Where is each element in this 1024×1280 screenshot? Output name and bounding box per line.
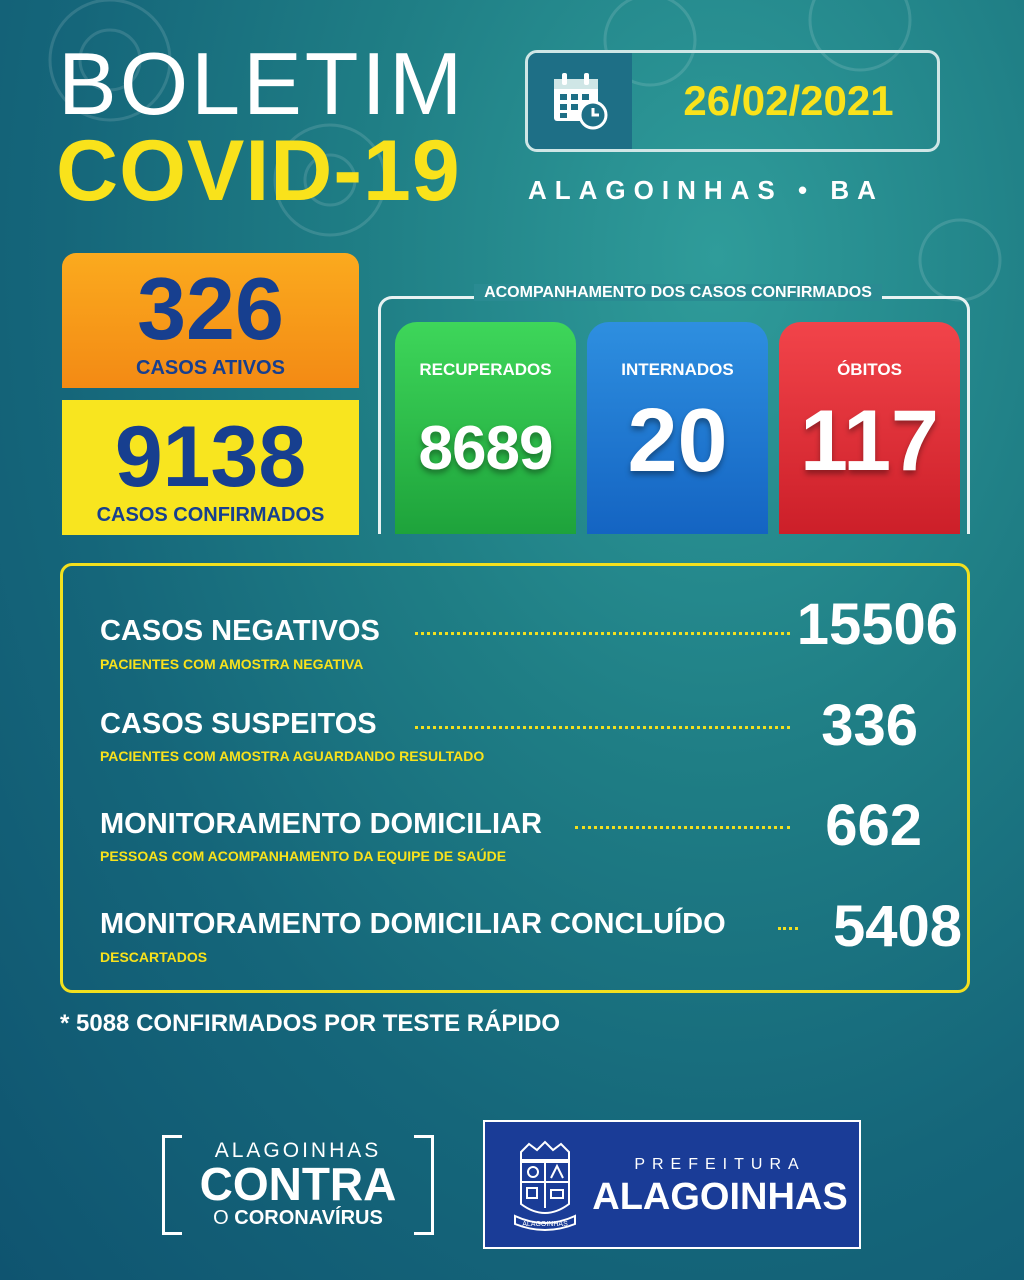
campaign-line-3-bold: CORONAVÍRUS [234, 1207, 383, 1229]
suspected-cases-value: 336 [821, 693, 918, 758]
active-cases-panel [62, 253, 359, 388]
home-monitoring-done-subtitle: DESCARTADOS [100, 949, 208, 965]
recovered-card [395, 322, 576, 534]
city-crest-icon [513, 1138, 577, 1234]
negative-cases-value: 15506 [796, 592, 958, 657]
bulletin-date: 26/02/2021 [683, 77, 894, 124]
hospitalized-value: 20 [627, 391, 728, 491]
title-line-1: BOLETIM [58, 34, 466, 133]
home-monitoring-leader [575, 826, 790, 829]
deaths-value: 117 [800, 393, 939, 489]
negative-cases-subtitle: PACIENTES COM AMOSTRA NEGATIVA [100, 656, 364, 672]
city-hall-line-1: PREFEITURA [634, 1156, 806, 1173]
home-monitoring-subtitle: PESSOAS COM ACOMPANHAMENTO DA EQUIPE DE SAÚDE [100, 848, 507, 864]
tracking-title [410, 284, 946, 302]
home-monitoring-done-title: MONITORAMENTO DOMICILIAR CONCLUÍDO [100, 908, 726, 940]
confirmed-cases-panel [62, 400, 359, 535]
city-hall-line-2: ALAGOINHAS [592, 1176, 848, 1218]
campaign-line-2: CONTRA [199, 1158, 397, 1210]
suspected-cases-title: CASOS SUSPEITOS [100, 708, 377, 740]
recovered-label: RECUPERADOS [419, 360, 552, 379]
campaign-line-3 [162, 1207, 434, 1230]
deaths-label: ÓBITOS [837, 360, 902, 379]
negative-cases-title: CASOS NEGATIVOS [100, 615, 380, 647]
crest-banner-text: ALAGOINHAS [522, 1221, 568, 1228]
hospitalized-label: INTERNADOS [621, 360, 734, 379]
home-monitoring-done-leader [778, 927, 798, 930]
rapid-test-footnote: * 5088 CONFIRMADOS POR TESTE RÁPIDO [60, 1010, 561, 1037]
location-label: ALAGOINHAS • BA [528, 175, 884, 205]
confirmed-cases-value: 9138 [114, 409, 307, 505]
suspected-cases-subtitle: PACIENTES COM AMOSTRA AGUARDANDO RESULTADO [100, 748, 485, 764]
confirmed-cases-label: CASOS CONFIRMADOS [96, 504, 325, 526]
home-monitoring-value: 662 [825, 793, 922, 858]
hospitalized-card [587, 322, 768, 534]
suspected-cases-leader [415, 726, 790, 729]
date-box [525, 50, 940, 152]
active-cases-value: 326 [137, 259, 284, 358]
campaign-line-3-prefix: O [213, 1207, 235, 1229]
calendar-clock-icon [528, 53, 632, 149]
title-line-2: COVID-19 [56, 123, 461, 219]
campaign-line-1: ALAGOINHAS [214, 1139, 382, 1162]
campaign-logo [162, 1135, 434, 1235]
home-monitoring-title: MONITORAMENTO DOMICILIAR [100, 808, 542, 840]
recovered-value: 8689 [418, 414, 553, 483]
active-cases-label: CASOS ATIVOS [136, 357, 285, 379]
deaths-card [779, 322, 960, 534]
home-monitoring-done-value: 5408 [832, 894, 962, 959]
tracking-title-text: ACOMPANHAMENTO DOS CASOS CONFIRMADOS [474, 284, 882, 301]
city-hall-logo [483, 1120, 861, 1249]
negative-cases-leader [415, 632, 790, 635]
